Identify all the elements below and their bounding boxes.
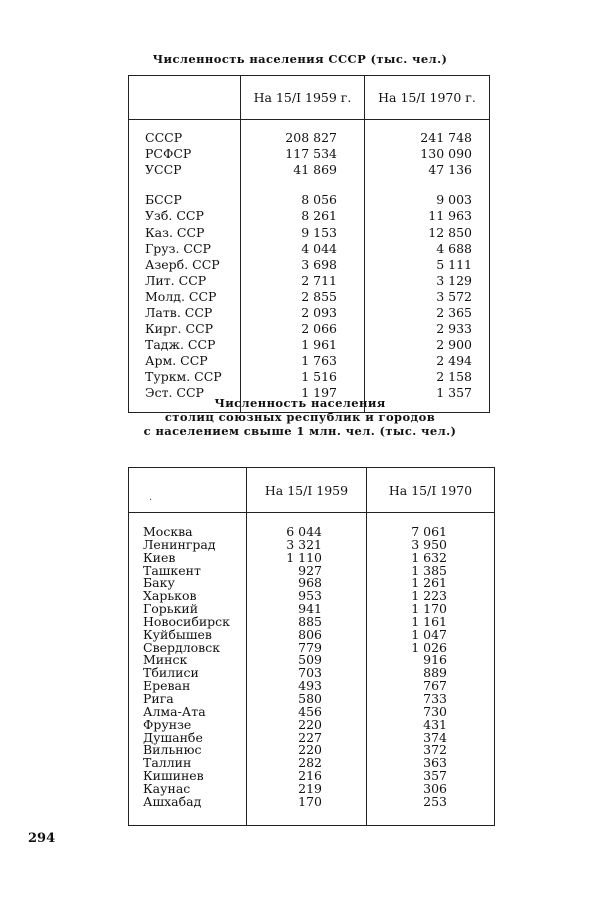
value-1970: 130 090 <box>365 146 490 162</box>
value-1959: 227 <box>247 732 367 745</box>
header-city-mark: · <box>149 495 153 506</box>
value-1959: 1 516 <box>241 369 365 385</box>
row-name: РСФСР <box>145 146 192 162</box>
row-name: Душанбе <box>143 729 203 745</box>
page-number: 294 <box>28 831 56 846</box>
table2-title-line: столиц союзных республик и городов <box>164 410 436 424</box>
value-1959: 282 <box>247 757 367 770</box>
value-1959: 1 197 <box>241 385 365 401</box>
table-header-row <box>129 468 495 513</box>
row-name: Свердловск <box>143 639 221 655</box>
value-1959: 703 <box>247 667 367 680</box>
value-1959: 1 110 <box>247 552 367 565</box>
table-row <box>129 146 490 162</box>
value-1970: 11 963 <box>365 208 490 224</box>
value-1970: 3 129 <box>365 273 490 289</box>
value-1970: 7 061 <box>367 526 495 539</box>
table2-title <box>0 396 600 438</box>
value-1970: 2 494 <box>365 353 490 369</box>
value-1959: 3 321 <box>247 539 367 552</box>
value-1970: 431 <box>367 719 495 732</box>
row-name: Минск <box>143 652 188 668</box>
value-1959: 3 698 <box>241 257 365 273</box>
value-1959: 4 044 <box>241 241 365 257</box>
row-name: Лит. ССР <box>145 272 207 288</box>
table-row <box>129 192 490 208</box>
value-1959: 9 153 <box>241 224 365 240</box>
row-name: Новосибирск <box>143 613 230 629</box>
row-name: Каунас <box>143 780 191 796</box>
row-name: Рига <box>143 690 174 706</box>
spacer-cell <box>129 809 247 826</box>
value-1959: 117 534 <box>241 146 365 162</box>
value-1970: 3 950 <box>367 539 495 552</box>
value-1959: 219 <box>247 783 367 796</box>
table-row <box>129 224 490 240</box>
spacer-cell <box>367 809 495 826</box>
value-1959: 456 <box>247 706 367 719</box>
value-1970: 767 <box>367 680 495 693</box>
value-1959: 1 763 <box>241 353 365 369</box>
table-row <box>129 369 490 385</box>
table-row <box>129 130 490 146</box>
value-1970: 9 003 <box>365 192 490 208</box>
value-1970: 730 <box>367 706 495 719</box>
value-1959: 580 <box>247 693 367 706</box>
table2-body <box>129 513 495 826</box>
row-name: Москва <box>143 524 193 540</box>
row-name: Куйбышев <box>143 626 212 642</box>
table-row <box>129 273 490 289</box>
spacer-cell <box>365 120 490 131</box>
spacer-cell <box>241 178 365 192</box>
row-name: УССР <box>145 162 182 178</box>
value-1970: 2 365 <box>365 305 490 321</box>
value-1959: 493 <box>247 680 367 693</box>
value-1970: 4 688 <box>365 241 490 257</box>
value-1959: 2 711 <box>241 273 365 289</box>
value-1970: 241 748 <box>365 130 490 146</box>
value-1959: 779 <box>247 642 367 655</box>
value-1959: 2 093 <box>241 305 365 321</box>
value-1959: 2 066 <box>241 321 365 337</box>
table-row <box>129 289 490 305</box>
value-1959: 220 <box>247 719 367 732</box>
value-1970: 1 170 <box>367 603 495 616</box>
value-1970: 12 850 <box>365 224 490 240</box>
row-name: Тбилиси <box>143 665 199 681</box>
row-name: Ленинград <box>143 536 216 552</box>
row-name: БССР <box>145 192 182 208</box>
ussr-population-table <box>128 75 490 413</box>
table1-title: Численность населения СССР (тыс. чел.) <box>152 52 448 66</box>
value-1959: 806 <box>247 629 367 642</box>
value-1970: 889 <box>367 667 495 680</box>
table-row <box>129 796 495 809</box>
table-row <box>129 257 490 273</box>
value-1970: 733 <box>367 693 495 706</box>
table-row <box>129 162 490 178</box>
row-name: Горький <box>143 601 199 617</box>
header-city <box>129 468 247 513</box>
row-name: Узб. ССР <box>145 208 204 224</box>
value-1959: 8 261 <box>241 208 365 224</box>
row-name: Таллин <box>143 755 192 771</box>
value-1970: 2 900 <box>365 337 490 353</box>
value-1959: 41 869 <box>241 162 365 178</box>
row-name: Туркм. ССР <box>145 369 222 385</box>
header-1970: На 15/I 1970 <box>367 468 495 513</box>
value-1959: 509 <box>247 654 367 667</box>
spacer-row <box>129 120 490 131</box>
row-name: Харьков <box>143 588 197 604</box>
value-1970: 2 933 <box>365 321 490 337</box>
value-1970: 1 047 <box>367 629 495 642</box>
spacer-cell <box>241 120 365 131</box>
value-1970: 47 136 <box>365 162 490 178</box>
value-1959: 220 <box>247 744 367 757</box>
value-1970: 1 261 <box>367 577 495 590</box>
spacer-cell <box>365 178 490 192</box>
table-row <box>129 208 490 224</box>
value-1970: 1 632 <box>367 552 495 565</box>
row-name: Молд. ССР <box>145 288 217 304</box>
value-1970: 916 <box>367 654 495 667</box>
row-name: Алма-Ата <box>143 703 206 719</box>
table-row <box>129 241 490 257</box>
value-1970: 1 161 <box>367 616 495 629</box>
table1-body <box>129 120 490 413</box>
spacer-row <box>129 809 495 826</box>
table-row <box>129 321 490 337</box>
header-1959: На 15/I 1959 <box>247 468 367 513</box>
header-region <box>129 76 241 120</box>
table2-title-line: Численность населения <box>214 396 386 410</box>
table-row <box>129 337 490 353</box>
value-1970: 357 <box>367 770 495 783</box>
value-1959: 216 <box>247 770 367 783</box>
row-name: Тадж. ССР <box>145 337 216 353</box>
row-name: Киев <box>143 549 176 565</box>
value-1970: 372 <box>367 744 495 757</box>
row-name: Ереван <box>143 678 191 694</box>
value-1970: 1 385 <box>367 565 495 578</box>
row-name: Эст. ССР <box>145 385 204 401</box>
spacer-cell <box>247 809 367 826</box>
value-1959: 8 056 <box>241 192 365 208</box>
row-name: Каз. ССР <box>145 224 205 240</box>
value-1959: 208 827 <box>241 130 365 146</box>
value-1959: 968 <box>247 577 367 590</box>
table-header-row <box>129 76 490 120</box>
value-1959: 941 <box>247 603 367 616</box>
row-name: Фрунзе <box>143 716 192 732</box>
value-1970: 374 <box>367 732 495 745</box>
cities-population-table <box>128 467 495 826</box>
row-name: Арм. ССР <box>145 353 208 369</box>
row-name: Груз. ССР <box>145 240 211 256</box>
row-name: Баку <box>143 575 175 591</box>
spacer-cell <box>129 178 241 192</box>
value-1970: 306 <box>367 783 495 796</box>
row-name: Азерб. ССР <box>145 256 220 272</box>
row-name: Кишинев <box>143 768 204 784</box>
value-1959: 1 961 <box>241 337 365 353</box>
value-1970: 5 111 <box>365 257 490 273</box>
table2-title-line: с населением свыше 1 млн. чел. (тыс. чел.) <box>143 424 457 438</box>
value-1959: 2 855 <box>241 289 365 305</box>
value-1970: 1 223 <box>367 590 495 603</box>
header-1970: На 15/I 1970 г. <box>365 76 490 120</box>
spacer-cell <box>129 120 241 131</box>
value-1959: 170 <box>247 796 367 809</box>
row-name: Вильнюс <box>143 742 202 758</box>
value-1959: 885 <box>247 616 367 629</box>
value-1959: 953 <box>247 590 367 603</box>
row-name: Ашхабад <box>143 793 202 809</box>
table-row <box>129 353 490 369</box>
table-row <box>129 305 490 321</box>
value-1970: 1 357 <box>365 385 490 401</box>
value-1970: 2 158 <box>365 369 490 385</box>
value-1970: 253 <box>367 796 495 809</box>
value-1970: 1 026 <box>367 642 495 655</box>
row-name: Кирг. ССР <box>145 321 214 337</box>
value-1970: 363 <box>367 757 495 770</box>
value-1959: 6 044 <box>247 526 367 539</box>
spacer-row <box>129 178 490 192</box>
value-1959: 927 <box>247 565 367 578</box>
header-1959: На 15/I 1959 г. <box>241 76 365 120</box>
row-name: Ташкент <box>143 562 201 578</box>
value-1970: 3 572 <box>365 289 490 305</box>
row-name: СССР <box>145 130 183 146</box>
row-name: Латв. ССР <box>145 304 213 320</box>
